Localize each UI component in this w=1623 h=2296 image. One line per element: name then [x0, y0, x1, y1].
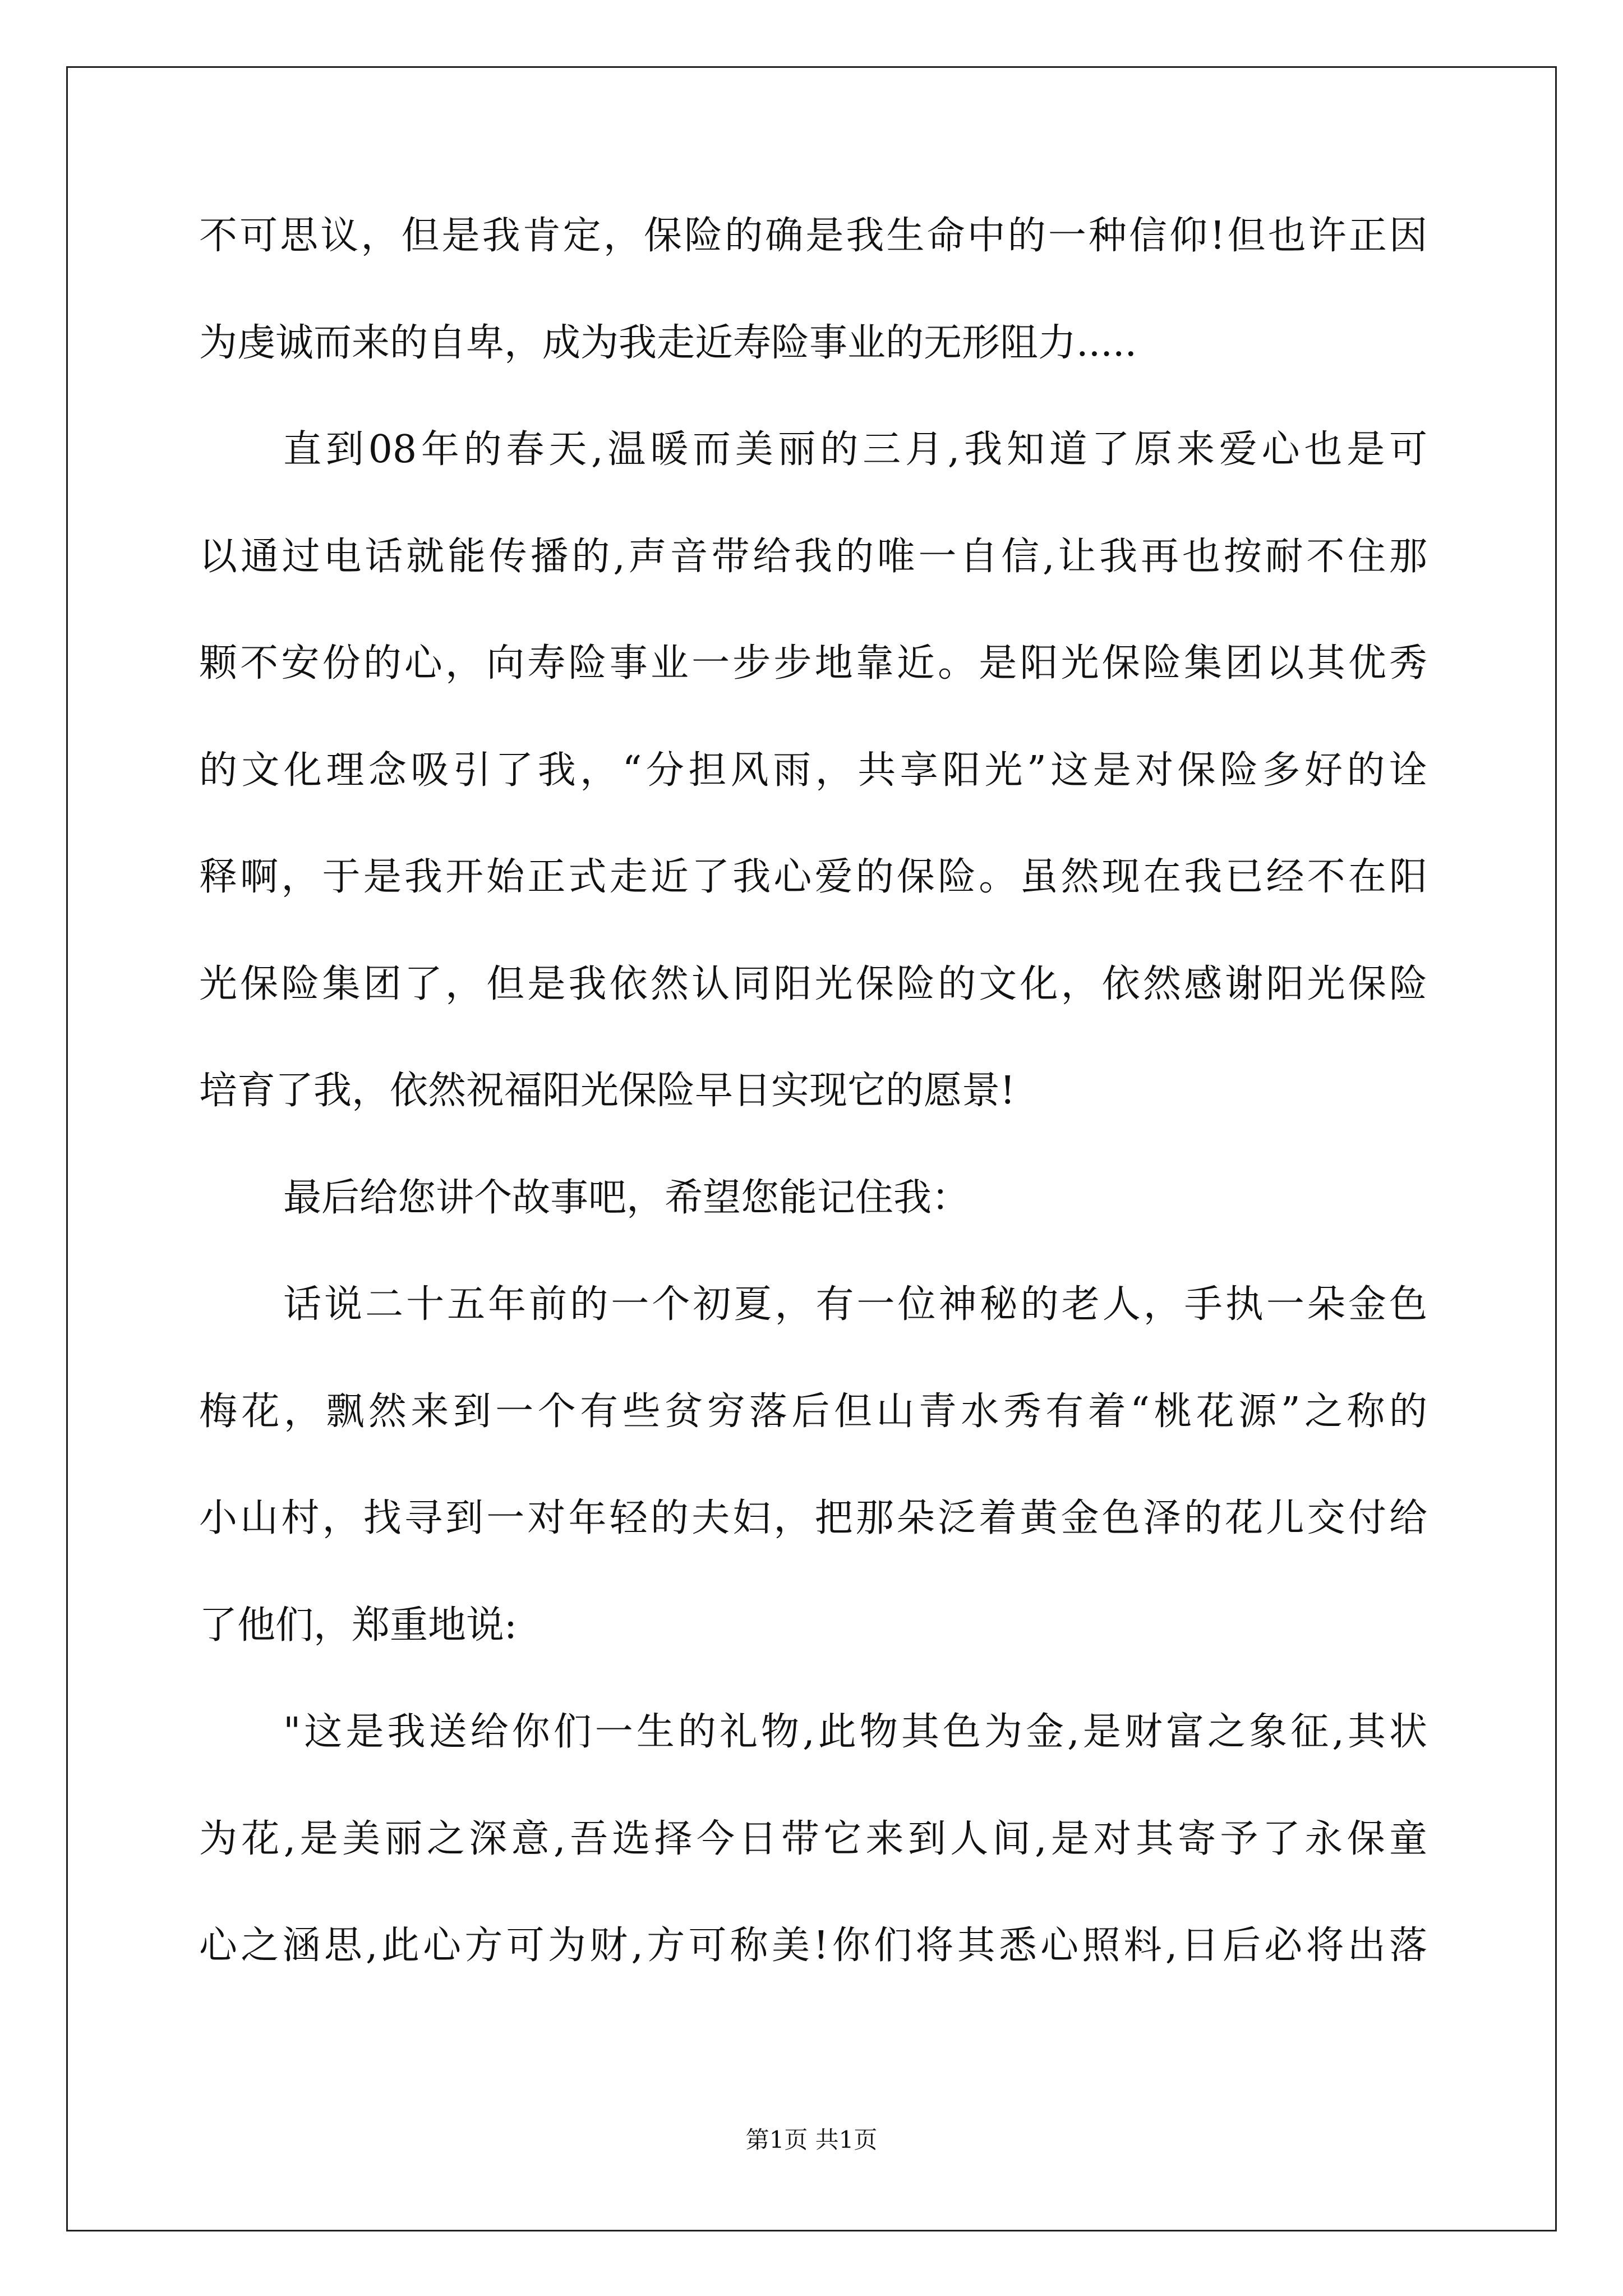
body-line: 小山村，找寻到一对年轻的夫妇，把那朵泛着黄金色泽的花儿交付给 [199, 1496, 1427, 1540]
body-line: 心之涵思,此心方可为财,方可称美!你们将其悉心照料,日后必将出落 [199, 1924, 1427, 1968]
body-line: 培育了我，依然祝福阳光保险早日实现它的愿景! [199, 1069, 1016, 1113]
body-line: 话说二十五年前的一个初夏，有一位神秘的老人，手执一朵金色 [283, 1282, 1427, 1327]
body-line: 为花,是美丽之深意,吾选择今日带它来到人间,是对其寄予了永保童 [199, 1816, 1427, 1861]
body-line: 直到08年的春天,温暖而美丽的三月,我知道了原来爱心也是可 [283, 427, 1427, 472]
body-line: 梅花，飘然来到一个有些贫穷落后但山青水秀有着“桃花源”之称的 [199, 1389, 1427, 1434]
body-line: 释啊，于是我开始正式走近了我心爱的保险。虽然现在我已经不在阳 [199, 855, 1427, 899]
page-footer: 第1页 共1页 [745, 2126, 878, 2154]
body-line: "这是我送给你们一生的礼物,此物其色为金,是财富之象征,其状 [283, 1710, 1427, 1754]
body-line: 光保险集团了，但是我依然认同阳光保险的文化，依然感谢阳光保险 [199, 961, 1427, 1006]
body-line: 以通过电话就能传播的,声音带给我的唯一自信,让我再也按耐不住那 [199, 534, 1427, 579]
body-line: 了他们，郑重地说: [199, 1603, 517, 1648]
body-line: 颗不安份的心，向寿险事业一步步地靠近。是阳光保险集团以其优秀 [199, 641, 1427, 685]
body-line: 的文化理念吸引了我，“分担风雨，共享阳光”这是对保险多好的诠 [199, 748, 1427, 793]
body-line: 最后给您讲个故事吧，希望您能记住我： [283, 1175, 970, 1220]
body-line: 不可思议，但是我肯定，保险的确是我生命中的一种信仰!但也许正因 [199, 214, 1427, 258]
body-line: 为虔诚而来的自卑，成为我走近寿险事业的无形阻力..... [199, 320, 1137, 365]
